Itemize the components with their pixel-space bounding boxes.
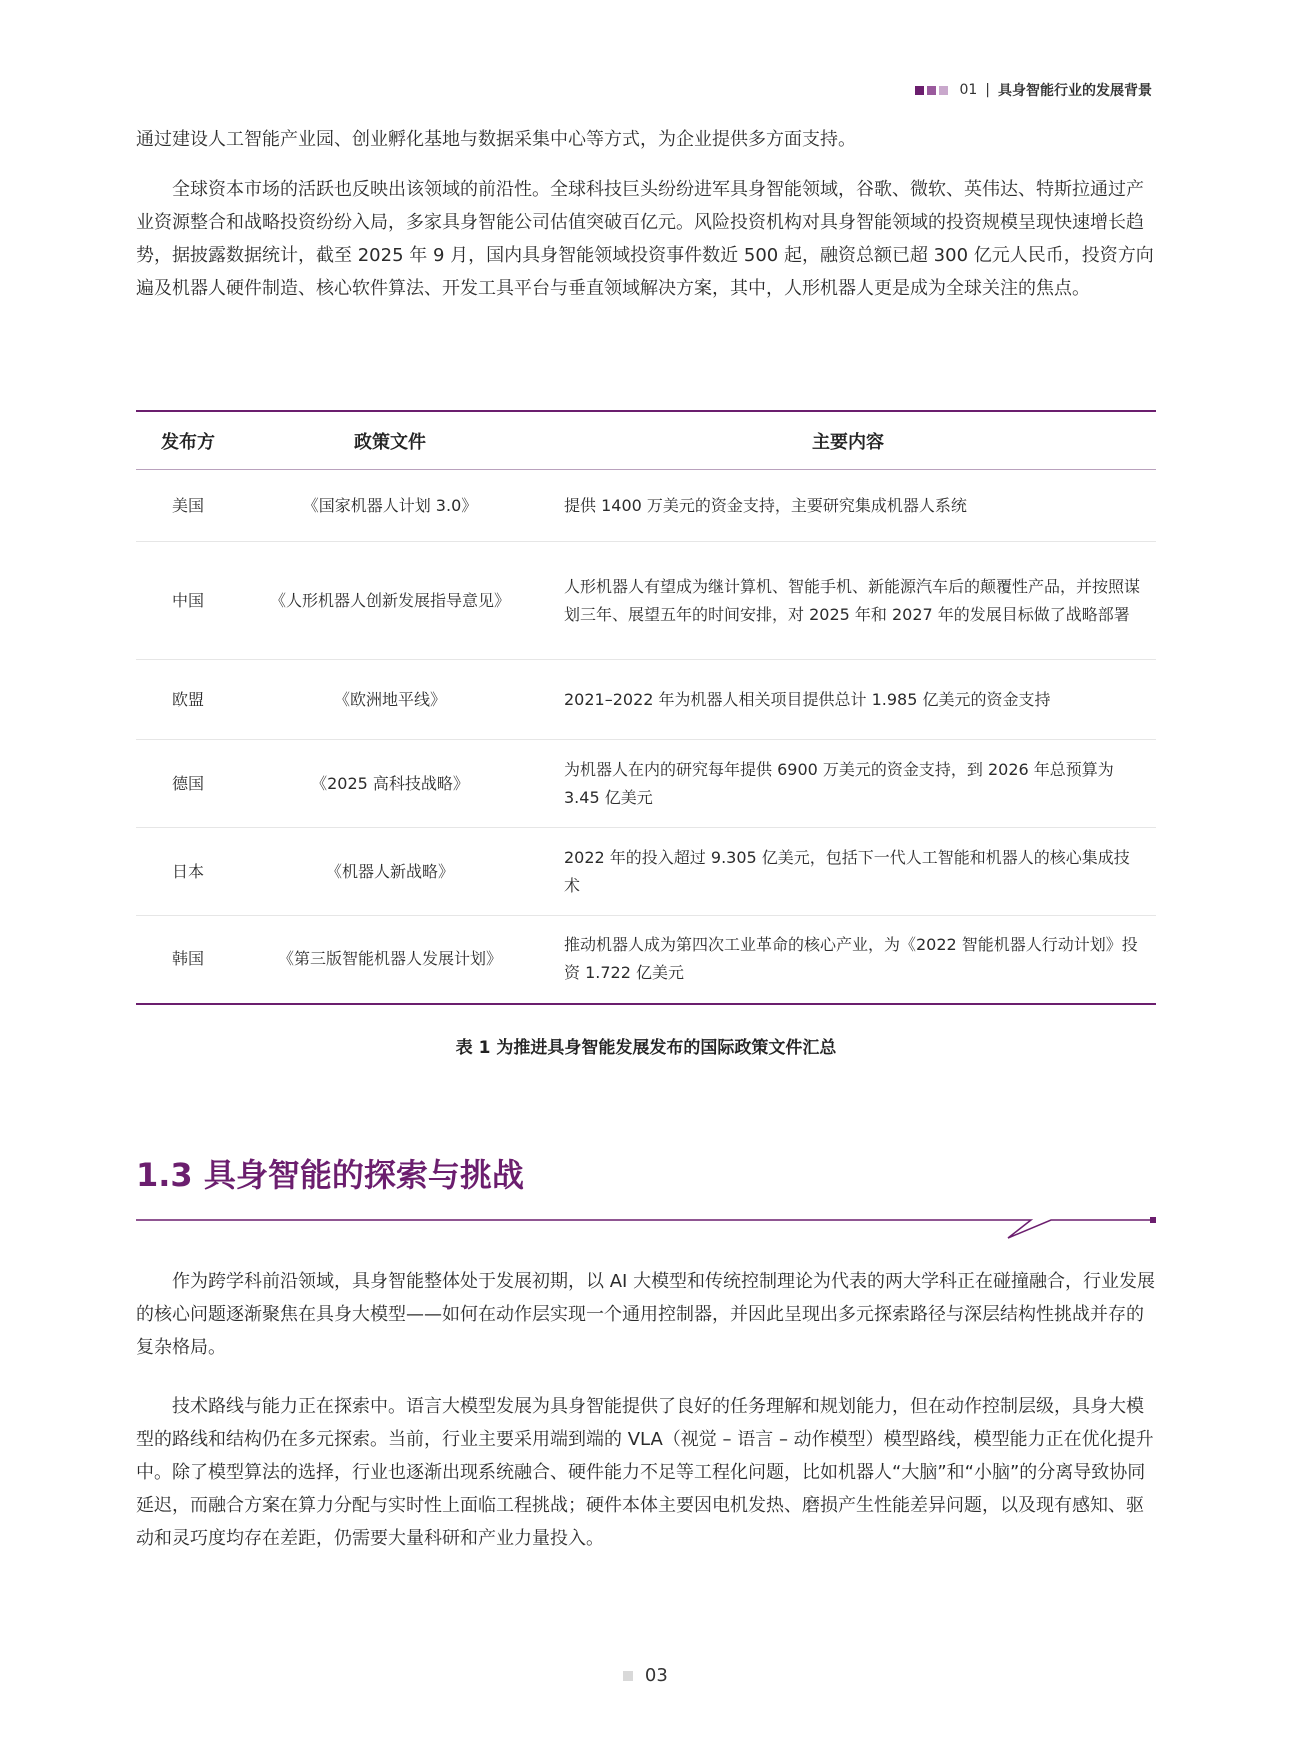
table-cell: 2022 年的投入超过 9.305 亿美元，包括下一代人工智能和机器人的核心集成技术 — [564, 847, 1130, 895]
footer-square-icon — [623, 1671, 633, 1681]
body-paragraph: 全球资本市场的活跃也反映出该领域的前沿性。全球科技巨头纷纷进军具身智能领域，谷歌、微软、英伟达、特斯拉通过产业资源整合和战略投资纷纷入局，多家具身智能公司估值突破百亿元。风险投资机构对具身智能领域的投资规模呈现快速增长趋势，据披露数据统计，截至 2025 年 9 月，国内具身智能领域投资事件数近 500 起，融资总额已超 300 亿元人民币，投资方向遍及机器人硬件制造、核心软件算法、开发工具平台与垂直领域解决方案，其中，人形机器人更是成为全球关注的焦点。 — [136, 179, 1154, 299]
table-cell: 中国 — [171, 590, 204, 610]
section-divider — [136, 1210, 1156, 1240]
column-header: 主要内容 — [812, 431, 884, 453]
table-cell: 提供 1400 万美元的资金支持，主要研究集成机器人系统 — [564, 495, 967, 515]
table-header-row — [136, 411, 1156, 470]
column-header: 发布方 — [161, 431, 215, 453]
header-square-icon — [939, 86, 948, 95]
table-cell: 德国 — [171, 773, 204, 793]
section-title: 1.3 具身智能的探索与挑战 — [136, 1156, 524, 1194]
table-cell: 2021–2022 年为机器人相关项目提供总计 1.985 亿美元的资金支持 — [564, 689, 1051, 709]
table-cell: 韩国 — [171, 949, 204, 969]
header-title: 具身智能行业的发展背景 — [998, 83, 1152, 99]
column-header: 政策文件 — [354, 431, 426, 453]
table-cell: 推动机器人成为第四次工业革命的核心产业，为《2022 智能机器人行动计划》投资 1.722 亿美元 — [564, 935, 1138, 983]
header-separator: | — [985, 82, 990, 98]
table-row — [136, 542, 1156, 660]
page-footer — [0, 1665, 1291, 1686]
table-row — [136, 740, 1156, 828]
body-paragraph: 作为跨学科前沿领域，具身智能整体处于发展初期，以 AI 大模型和传统控制理论为代表的两大学科正在碰撞融合，行业发展的核心问题逐渐聚焦在具身大模型——如何在动作层实现一个通用控制器，并因此呈现出多元探索路径与深层结构性挑战并存的复杂格局。 — [136, 1271, 1156, 1358]
table-cell: 日本 — [171, 861, 204, 881]
table-cell: 《第三版智能机器人发展计划》 — [277, 949, 502, 969]
header-square-icon — [927, 86, 936, 95]
table-cell: 《国家机器人计划 3.0》 — [302, 495, 478, 515]
table-cell: 欧盟 — [171, 689, 204, 709]
body-paragraph: 技术路线与能力正在探索中。语言大模型发展为具身智能提供了良好的任务理解和规划能力，但在动作控制层级，具身大模型的路线和结构仍在多元探索。当前，行业主要采用端到端的 VLA（视觉 – 语言 – 动作模型）模型路线，模型能力正在优化提升中。除了模型算法的选择，行业也逐渐出现系统融合、硬件能力不足等工程化问题，比如机器人“大脑”和“小脑”的分离导致协同延迟，而融合方案在算力分配与实时性上面临工程挑战；硬件本体主要因电机发热、磨损产生性能差异问题，以及现有感知、驱动和灵巧度均存在差距，仍需要大量科研和产业力量投入。 — [136, 1396, 1154, 1549]
page-number: 03 — [644, 1665, 668, 1686]
table-cell: 美国 — [171, 495, 204, 515]
table-cell: 人形机器人有望成为继计算机、智能手机、新能源汽车后的颠覆性产品，并按照谋划三年、展望五年的时间安排，对 2025 年和 2027 年的发展目标做了战略部署 — [564, 576, 1141, 624]
table-row — [136, 470, 1156, 542]
policy-table — [136, 410, 1156, 1005]
table-cell: 《人形机器人创新发展指导意见》 — [269, 590, 510, 610]
table-row — [136, 916, 1156, 1004]
table-cell: 《机器人新战略》 — [325, 861, 454, 881]
divider-end-square — [1150, 1217, 1156, 1223]
page-header — [915, 80, 1152, 100]
body-paragraph: 通过建设人工智能产业园、创业孵化基地与数据采集中心等方式，为企业提供多方面支持。 — [136, 129, 856, 150]
header-section-number: 01 — [959, 82, 978, 98]
table-caption: 表 1 为推进具身智能发展发布的国际政策文件汇总 — [455, 1038, 837, 1058]
table-cell: 《2025 高科技战略》 — [311, 773, 469, 793]
table-row — [136, 660, 1156, 740]
header-square-icon — [915, 86, 924, 95]
table-cell: 《欧洲地平线》 — [333, 689, 446, 709]
table-row — [136, 828, 1156, 916]
divider-line — [136, 1220, 1150, 1238]
table-cell: 为机器人在内的研究每年提供 6900 万美元的资金支持，到 2026 年总预算为 3.45 亿美元 — [564, 759, 1114, 807]
